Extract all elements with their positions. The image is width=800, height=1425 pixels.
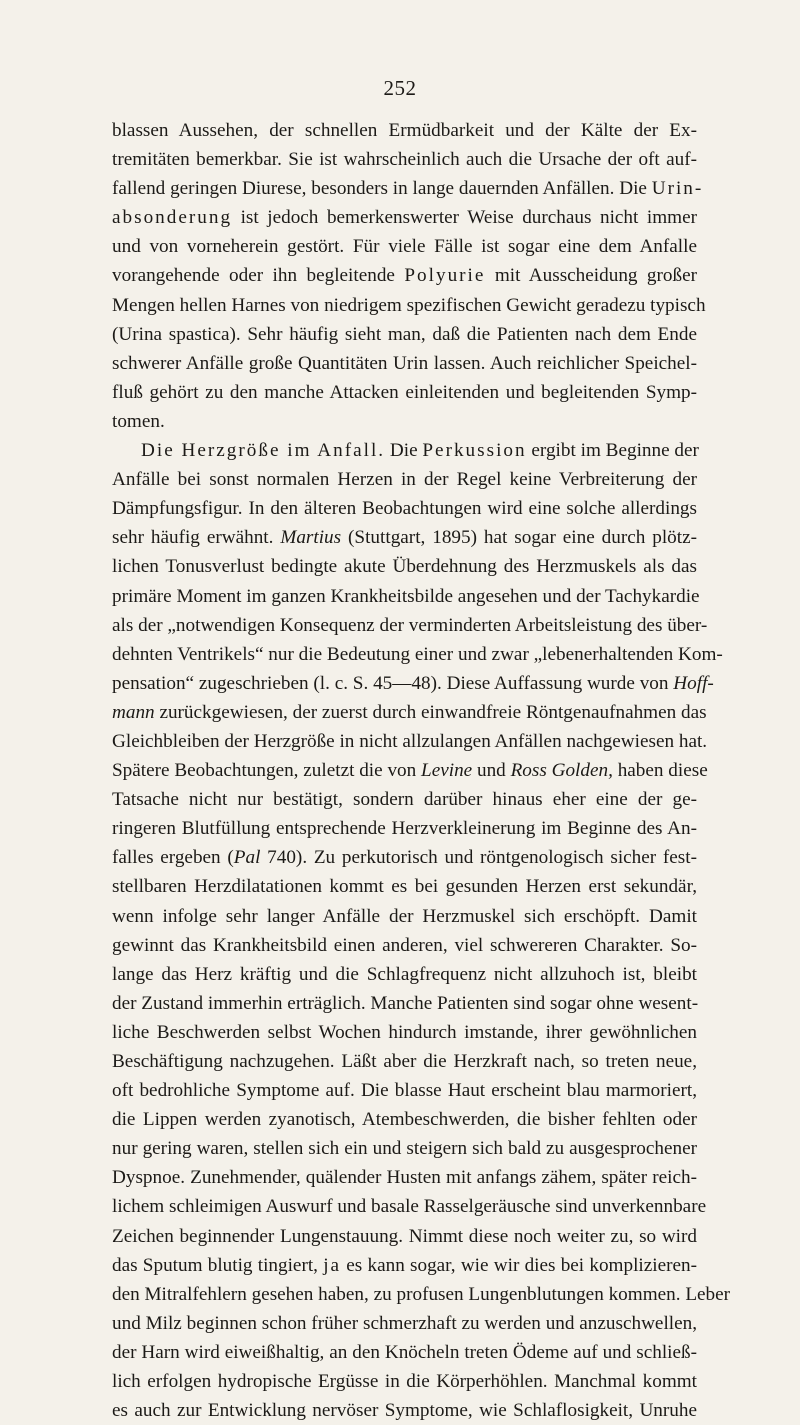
italic-text: mann: [112, 701, 155, 723]
text-segment: Dyspnoe. Zunehmender, quälender Husten mit anfangs zähem, später reich-: [112, 1167, 697, 1189]
text-line: [112, 174, 704, 203]
text-segment: Gleichbleiben der Herzgröße in nicht allzulangen Anfällen nachgewiesen hat.: [112, 730, 708, 752]
text-line: [112, 756, 708, 785]
text-segment: lich erfolgen hydropische Ergüsse in die Körperhöhlen. Manchmal kommt: [112, 1371, 697, 1393]
text-segment: nur gering waren, stellen sich ein und steigern sich bald zu ausgesprochener: [112, 1138, 697, 1160]
text-line: [112, 1280, 731, 1309]
text-segment: primäre Moment im ganzen Krankheitsbilde angesehen und der Tachykardie: [112, 585, 700, 607]
text-segment: ringeren Blutfüllung entsprechende Herzverkleinerung im Beginne des An-: [112, 818, 697, 840]
text-line: [112, 349, 697, 378]
text-line: [112, 611, 708, 640]
text-segment: (Urina spastica). Sehr häufig sieht man, daß die Patienten nach dem Ende: [112, 323, 697, 345]
text-segment: den Mitralfehlern gesehen haben, zu profusen Lungenblutungen kommen. Leber: [112, 1283, 731, 1305]
text-line: [112, 1309, 697, 1338]
spaced-text: ja: [323, 1254, 342, 1276]
text-segment: Zeichen beginnender Lungenstauung. Nimmt diese noch weiter zu, so wird: [112, 1225, 697, 1247]
text-segment: gewinnt das Krankheitsbild einen anderen, viel schwereren Charakter. So-: [112, 934, 697, 956]
body-text: [112, 116, 731, 1425]
italic-text: Martius: [280, 527, 342, 549]
text-segment: und: [472, 760, 511, 782]
text-segment: es auch zur Entwicklung nervöser Symptome, wie Schlaflosigkeit, Unruhe: [112, 1400, 697, 1422]
text-line: [112, 1134, 697, 1163]
text-segment: es kann sogar, wie wir dies bei komplizieren-: [341, 1254, 697, 1276]
text-line: [112, 902, 697, 931]
text-line: [112, 727, 708, 756]
text-segment: Tatsache nicht nur bestätigt, sondern darüber hinaus eher eine der ge-: [112, 789, 697, 811]
text-segment: Beschäftigung nachzugehen. Läßt aber die Herzkraft nach, so treten neue,: [112, 1051, 697, 1072]
text-segment: lichen Tonusverlust bedingte akute Überdehnung des Herzmuskels als das: [112, 556, 697, 578]
text-segment: vorangehende oder ihn begleitende: [112, 265, 405, 287]
text-line: [112, 843, 697, 872]
text-segment: stellbaren Herzdilatationen kommt es bei gesunden Herzen erst sekundär,: [112, 876, 697, 898]
text-line: [112, 669, 714, 698]
text-segment: Die: [385, 440, 423, 462]
text-segment: 740). Zu perkutorisch und röntgenologisch sicher fest-: [260, 847, 697, 869]
text-line: [112, 465, 697, 494]
text-segment: fluß gehört zu den manche Attacken einleitenden und begleitenden Symp-: [112, 381, 697, 403]
text-segment: der Zustand immerhin erträglich. Manche Patienten sind sogar ohne wesent-: [112, 992, 699, 1014]
text-segment: falles ergeben (: [112, 847, 234, 869]
text-segment: pensation“ zugeschrieben (l. c. S. 45—48). Diese Auffassung wurde von: [112, 672, 674, 694]
italic-text: Pal: [233, 847, 261, 869]
text-segment: mit Ausscheidung großer: [485, 265, 698, 287]
text-segment: liche Beschwerden selbst Wochen hindurch imstande, ihrer gewöhnlichen: [112, 1021, 697, 1043]
text-segment: fallend geringen Diurese, besonders in lange dauernden Anfällen. Die: [112, 178, 652, 200]
text-line: [112, 378, 697, 407]
text-line: [112, 1076, 697, 1105]
text-segment: ist jedoch bemerkenswerter Weise durchaus nicht immer: [232, 207, 697, 229]
text-line: [112, 640, 723, 669]
spaced-text: Die Herzgröße im Anfall.: [141, 440, 386, 462]
text-line: [112, 1367, 697, 1396]
text-line: [112, 960, 697, 989]
italic-text: Hoff-: [673, 672, 714, 694]
text-line: [112, 1192, 707, 1221]
text-line: [112, 1105, 697, 1134]
italic-text: Levine: [421, 760, 473, 782]
text-line: [112, 785, 697, 814]
text-line: [112, 698, 707, 727]
text-segment: das Sputum blutig tingiert,: [112, 1254, 324, 1276]
text-segment: tremitäten bemerkbar. Sie ist wahrscheinlich auch die Ursache der oft auf-: [112, 149, 697, 171]
text-segment: Spätere Beobachtungen, zuletzt die von: [112, 760, 422, 782]
text-line: [112, 582, 700, 611]
text-segment: ergibt im Beginne der: [526, 440, 699, 462]
text-segment: blassen Aussehen, der schnellen Ermüdbarkeit und der Kälte der Ex-: [112, 120, 697, 141]
text-line: [112, 552, 697, 581]
text-segment: Mengen hellen Harnes von niedrigem spezifischen Gewicht geradezu typisch: [112, 294, 706, 316]
text-line: [112, 1338, 697, 1367]
text-line: [112, 1018, 697, 1047]
text-segment: und Milz beginnen schon früher schmerzhaft zu werden und anzuschwellen,: [112, 1312, 698, 1334]
italic-text: Ross Golden,: [510, 760, 613, 782]
text-line: [112, 523, 697, 552]
text-line: [112, 407, 697, 436]
text-line: [112, 494, 697, 523]
text-segment: lichem schleimigen Auswurf und basale Rasselgeräusche sind unverkennbare: [112, 1196, 707, 1218]
text-line: [112, 1222, 697, 1251]
text-line: [112, 232, 697, 261]
text-line: [112, 989, 697, 1018]
page-number: 252: [383, 76, 417, 100]
text-line: [112, 436, 697, 465]
text-line: [112, 203, 697, 232]
text-line: [112, 261, 697, 290]
text-segment: Anfälle bei sonst normalen Herzen in der Regel keine Verbreiterung der: [112, 469, 697, 491]
text-segment: tomen.: [112, 410, 165, 432]
text-line: [112, 1047, 697, 1076]
spaced-text: absonderung: [112, 207, 233, 229]
text-line: [112, 814, 697, 843]
text-line: [112, 291, 706, 320]
text-segment: zurückgewiesen, der zuerst durch einwandfreie Röntgenaufnahmen das: [154, 701, 707, 723]
text-segment: sehr häufig erwähnt.: [112, 527, 281, 549]
spaced-text: Polyurie: [404, 265, 486, 287]
text-segment: haben diese: [612, 760, 708, 782]
text-segment: als der „notwendigen Konsequenz der verminderten Arbeitsleistung des über-: [112, 614, 708, 636]
text-segment: wenn infolge sehr langer Anfälle der Herzmuskel sich erschöpft. Damit: [112, 905, 697, 927]
text-segment: und von vorneherein gestört. Für viele Fälle ist sogar eine dem Anfalle: [112, 236, 697, 258]
text-segment: Dämpfungsfigur. In den älteren Beobachtungen wird eine solche allerdings: [112, 498, 697, 520]
text-line: [112, 1396, 697, 1425]
spaced-text: Perkussion: [422, 440, 527, 462]
text-segment: der Harn wird eiweißhaltig, an den Knöcheln treten Ödeme auf und schließ-: [112, 1341, 697, 1363]
text-line: [112, 145, 697, 174]
text-segment: die Lippen werden zyanotisch, Atembeschwerden, die bisher fehlten oder: [112, 1109, 697, 1131]
text-segment: oft bedrohliche Symptome auf. Die blasse Haut erscheint blau marmoriert,: [112, 1080, 697, 1102]
text-line: [112, 1251, 697, 1280]
text-line: [112, 931, 697, 960]
text-line: [112, 872, 697, 901]
text-segment: (Stuttgart, 1895) hat sogar eine durch plötz-: [341, 527, 697, 549]
text-segment: schwerer Anfälle große Quantitäten Urin lassen. Auch reichlicher Speichel-: [112, 352, 697, 374]
text-line: [112, 1163, 697, 1192]
text-line: [112, 116, 697, 145]
text-line: [112, 320, 697, 349]
spaced-text: Urin-: [651, 178, 704, 200]
text-segment: lange das Herz kräftig und die Schlagfrequenz nicht allzuhoch ist, bleibt: [112, 963, 697, 985]
text-segment: dehnten Ventrikels“ nur die Bedeutung einer und zwar „lebenerhaltenden Kom-: [112, 643, 723, 665]
